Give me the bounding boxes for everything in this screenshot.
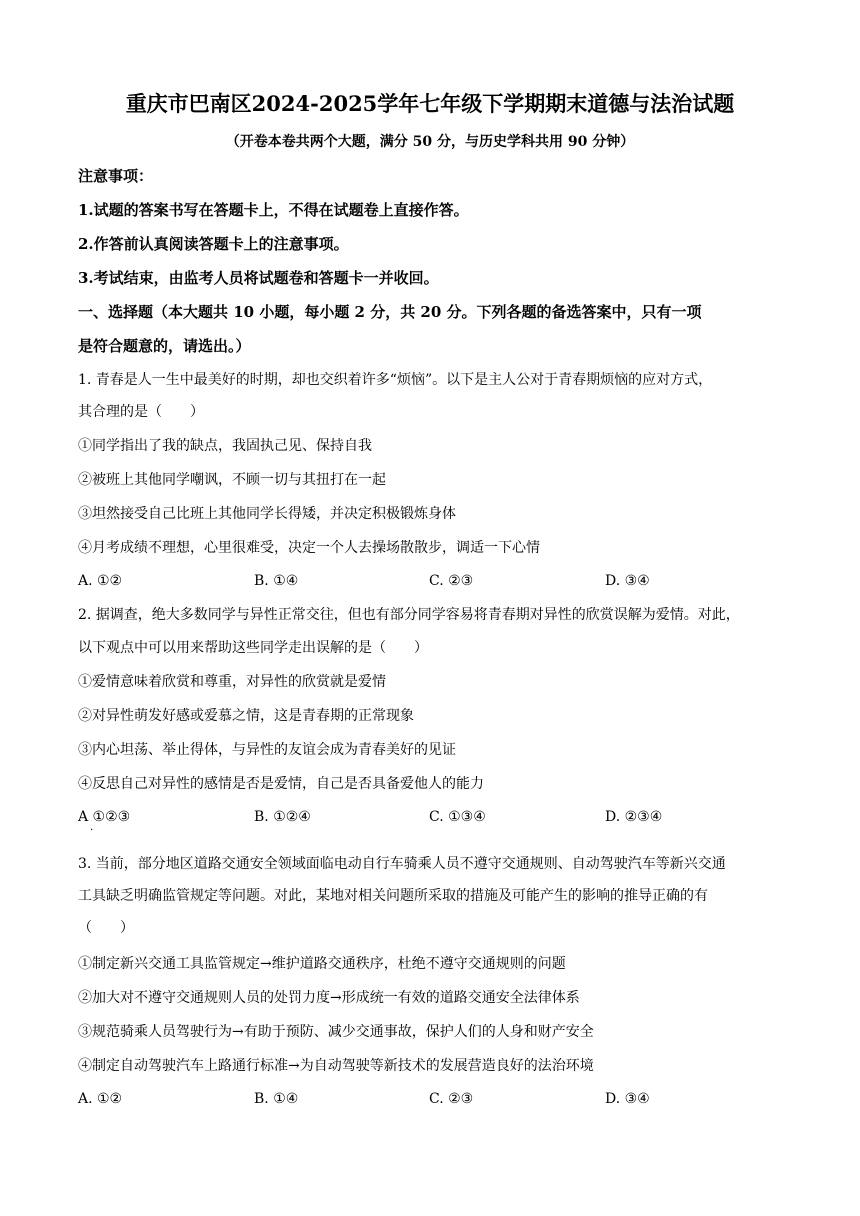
- answer-options: [78, 807, 778, 827]
- stray-dot-mark: ·: [90, 825, 94, 836]
- option-a[interactable]: A ①②③: [78, 809, 131, 825]
- notice-item: 1.试题的答案书写在答题卡上，不得在试题卷上直接作答。: [78, 201, 469, 219]
- question-stem: 其合理的是（ ）: [78, 404, 204, 420]
- option-d[interactable]: D. ③④: [605, 1091, 650, 1107]
- option-b[interactable]: B. ①②④: [254, 809, 311, 825]
- option-d[interactable]: D. ②③④: [605, 809, 663, 825]
- option-c[interactable]: C. ①③④: [429, 809, 486, 825]
- statement: ④月考成绩不理想，心里很难受，决定一个人去操场散散步，调适一下心情: [78, 540, 540, 556]
- page-title: 重庆市巴南区2024-2025学年七年级下学期期末道德与法治试题: [125, 91, 735, 116]
- notice-item: 3.考试结束，由监考人员将试题卷和答题卡一并收回。: [78, 269, 439, 287]
- option-d[interactable]: D. ③④: [605, 573, 650, 589]
- question-stem: 工具缺乏明确监管规定等问题。对此，某地对相关问题所采取的措施及可能产生的影响的推导正确的有: [78, 888, 708, 904]
- statement: ④反思自己对异性的感情是否是爱情，自己是否具备爱他人的能力: [78, 776, 484, 792]
- question-stem: 1. 青春是人一生中最美好的时期，却也交织着许多“烦恼”。以下是主人公对于青春期烦恼的应对方式，: [78, 372, 713, 388]
- statement: ③内心坦荡、举止得体，与异性的友谊会成为青春美好的见证: [78, 742, 456, 758]
- answer-options: [78, 1089, 778, 1109]
- statement: ③规范骑乘人员驾驶行为→有助于预防、减少交通事故，保护人们的人身和财产安全: [78, 1024, 594, 1040]
- statement: ①爱情意味着欣赏和尊重，对异性的欣赏就是爱情: [78, 674, 386, 690]
- question-stem: （ ）: [78, 920, 134, 936]
- option-c[interactable]: C. ②③: [429, 1091, 474, 1107]
- statement: ②对异性萌发好感或爱慕之情，这是青春期的正常现象: [78, 708, 414, 724]
- option-b[interactable]: B. ①④: [254, 1091, 299, 1107]
- question-stem: 2. 据调查，绝大多数同学与异性正常交往，但也有部分同学容易将青春期对异性的欣赏误解为爱情。对此，: [78, 607, 740, 623]
- statement: ④制定自动驾驶汽车上路通行标准→为自动驾驶等新技术的发展营造良好的法治环境: [78, 1058, 594, 1074]
- answer-options: [78, 571, 778, 591]
- statement: ①制定新兴交通工具监管规定→维护道路交通秩序，杜绝不遵守交通规则的问题: [78, 956, 566, 972]
- notice-heading: 注意事项：: [78, 167, 154, 185]
- statement: ②加大对不遵守交通规则人员的处罚力度→形成统一有效的道路交通安全法律体系: [78, 990, 580, 1006]
- question-stem: 以下观点中可以用来帮助这些同学走出误解的是（ ）: [78, 640, 428, 656]
- option-a[interactable]: A. ①②: [78, 573, 123, 589]
- option-c[interactable]: C. ②③: [429, 573, 474, 589]
- question-stem: 3. 当前，部分地区道路交通安全领域面临电动自行车骑乘人员不遵守交通规则、自动驾驶汽车等新兴交通: [78, 856, 726, 872]
- statement: ②被班上其他同学嘲讽，不顾一切与其扭打在一起: [78, 472, 386, 488]
- statement: ①同学指出了我的缺点，我固执己见、保持自我: [78, 438, 372, 454]
- section-heading: 一、选择题（本大题共 10 小题，每小题 2 分，共 20 分。下列各题的备选答案中，只有一项: [78, 303, 702, 321]
- section-heading-cont: 是符合题意的，请选出。）: [78, 337, 251, 355]
- page-subtitle: （开卷本卷共两个大题，满分 50 分，与历史学科共用 90 分钟）: [225, 134, 635, 150]
- option-a[interactable]: A. ①②: [78, 1091, 123, 1107]
- statement: ③坦然接受自己比班上其他同学长得矮，并决定积极锻炼身体: [78, 506, 456, 522]
- option-b[interactable]: B. ①④: [254, 573, 299, 589]
- notice-item: 2.作答前认真阅读答题卡上的注意事项。: [78, 235, 349, 253]
